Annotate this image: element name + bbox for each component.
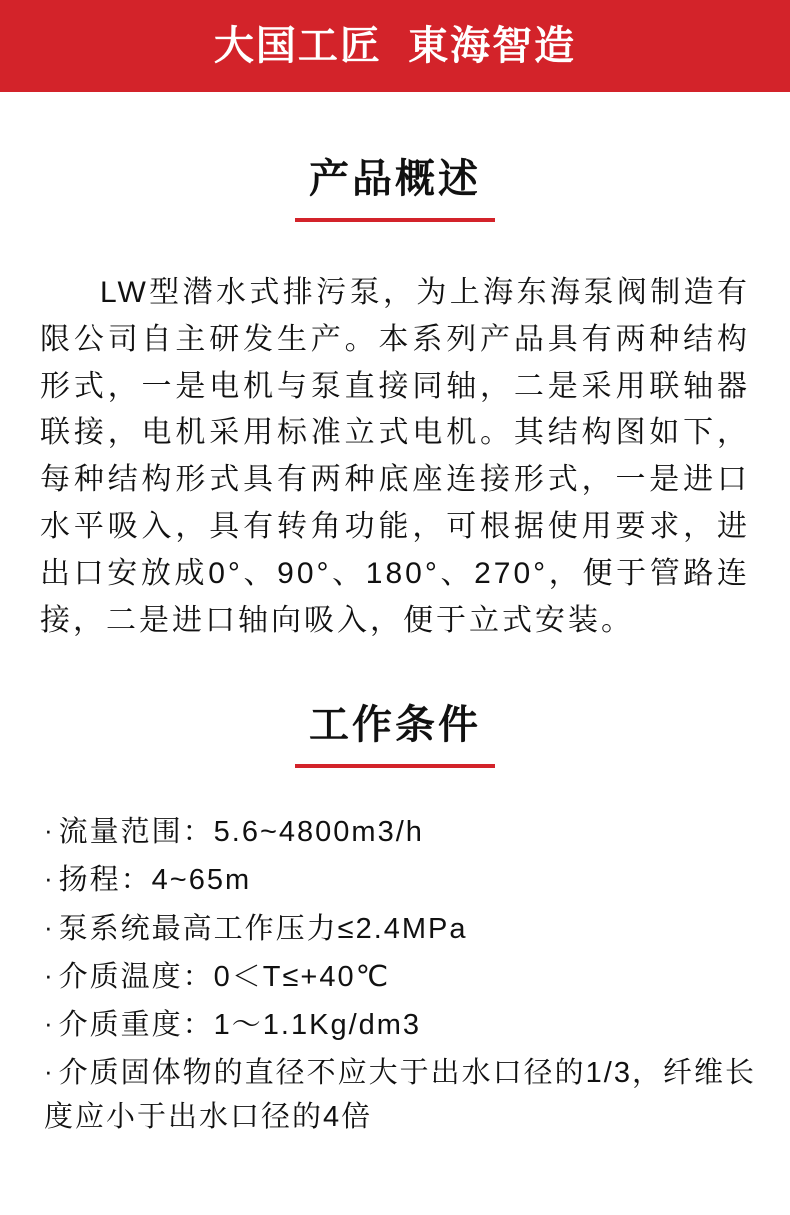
banner-title: 大国工匠 東海智造: [213, 24, 577, 68]
conditions-body-wrap: [0, 810, 790, 1139]
list-item: [44, 907, 762, 951]
list-item-label: 流量范围：5.6~4800m3/h: [58, 816, 424, 849]
list-item: [44, 858, 762, 902]
bullet-icon: ·: [44, 863, 55, 894]
list-item-label: 介质固体物的直径不应大于出水口径的1/3，纤维长度应小于出水口径的4倍: [44, 1056, 756, 1133]
list-item-label: 介质温度：0＜T≤+40℃: [58, 960, 391, 993]
conditions-list: [44, 810, 762, 1139]
list-item-label: 泵系统最高工作压力≤2.4MPa: [58, 912, 468, 945]
bullet-icon: ·: [44, 815, 55, 846]
bullet-icon: ·: [44, 911, 55, 942]
section-header-conditions: [40, 700, 750, 768]
list-item: [44, 1051, 762, 1139]
banner-spacer: [0, 92, 790, 154]
bullet-icon: ·: [44, 959, 55, 990]
section-spacer: [0, 644, 790, 700]
overview-paragraph: LW型潜水式排污泵，为上海东海泵阀制造有限公司自主研发生产。本系列产品具有两种结构形式，一是电机与泵直接同轴，二是采用联轴器联接，电机采用标准立式电机。其结构图如下，每种结构形式具有两种底座连接形式，一是进口水平吸入，具有转角功能，可根据使用要求，进出口安放成0°、90°、180°、270°，便于管路连接，二是进口轴向吸入，便于立式安装。: [40, 276, 750, 637]
page-title-overview: 产品概述: [309, 157, 481, 201]
title-underline-overview: [295, 218, 495, 222]
list-item-label: 介质重度：1～1.1Kg/dm3: [58, 1008, 422, 1041]
section-working-conditions: [0, 700, 790, 768]
list-item-label: 扬程：4~65m: [58, 864, 252, 897]
list-item: [44, 1003, 762, 1047]
list-item: [44, 955, 762, 999]
page-title-conditions: 工作条件: [309, 703, 481, 748]
title-underline-conditions: [295, 764, 495, 768]
overview-body-wrap: [0, 270, 790, 644]
section-product-overview: [0, 154, 790, 222]
list-item: [44, 810, 762, 854]
bullet-icon: ·: [44, 1055, 55, 1086]
bullet-icon: ·: [44, 1007, 55, 1038]
header-banner: [0, 0, 790, 92]
section-header-overview: [40, 154, 750, 222]
